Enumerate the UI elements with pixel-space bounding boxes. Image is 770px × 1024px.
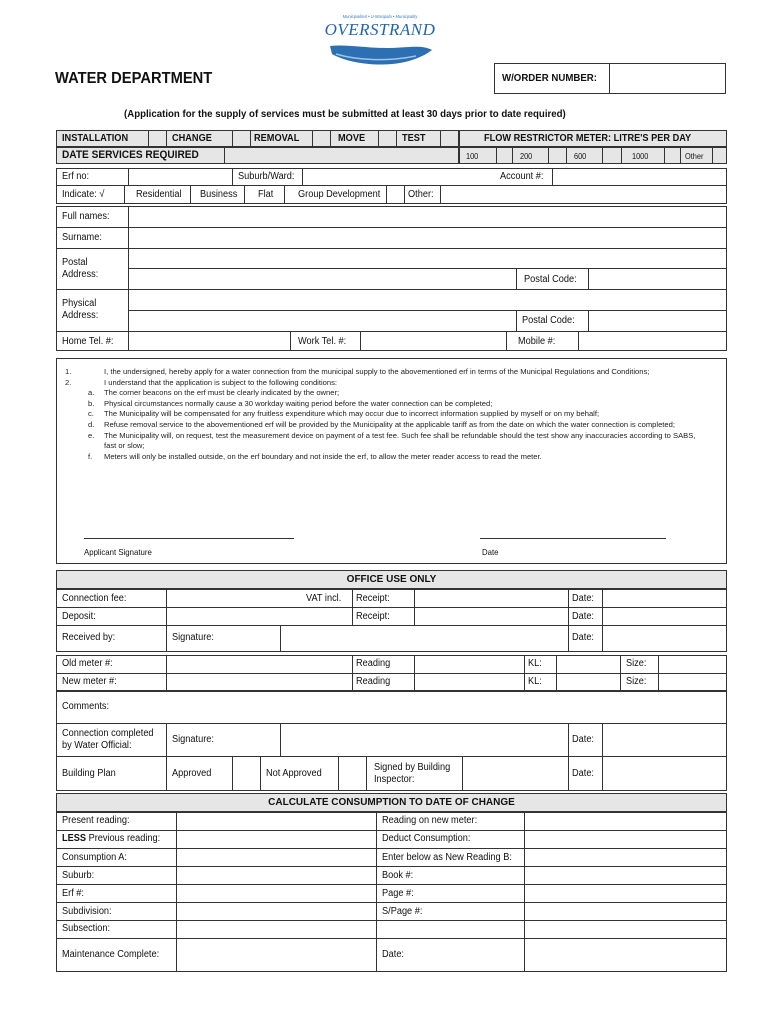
logo-tagline: Municipaliteit • U-Masipala • Municipality xyxy=(342,14,418,19)
deduct-consumption-input[interactable] xyxy=(526,831,725,847)
reading-new-meter-input[interactable] xyxy=(526,813,725,829)
postal-address-line1[interactable] xyxy=(130,250,725,267)
full-names-input[interactable] xyxy=(130,208,725,226)
declaration-item: e. The Municipality will, on request, test the measurement device on payment of a test fee. Such fee shall be refundable should the test show any inaccuracies according to SABS, fast or slow; xyxy=(88,430,696,451)
signature-input-1[interactable] xyxy=(282,626,566,651)
building-plan-label: Building Plan xyxy=(62,768,116,779)
kl-label-1: KL: xyxy=(528,658,542,669)
subsection-label: Subsection: xyxy=(62,923,111,934)
new-kl-input[interactable] xyxy=(558,674,618,690)
mobile-label: Mobile #: xyxy=(518,336,556,347)
connection-fee-label: Connection fee: xyxy=(62,593,127,604)
signed-by-inspector-label-1: Signed by Building xyxy=(374,762,451,773)
size-label-2: Size: xyxy=(626,676,647,687)
whale-icon xyxy=(326,40,436,68)
removal-label: REMOVAL xyxy=(254,133,300,144)
subsection-input[interactable] xyxy=(178,921,374,937)
application-note: (Application for the supply of services must be submitted at least 30 days prior to date required) xyxy=(124,108,566,120)
subsection-right-input[interactable] xyxy=(378,921,725,937)
old-meter-label: Old meter #: xyxy=(62,658,113,669)
declaration-item: 1. I, the undersigned, hereby apply for a water connection from the municipal supply to the abovementioned erf in terms of the Municipal Regulations and Conditions; xyxy=(65,367,650,376)
comments-input[interactable] xyxy=(160,693,725,722)
flow-other-checkbox[interactable] xyxy=(713,148,726,163)
postal-code-input-2[interactable] xyxy=(590,312,725,330)
consumption-a-label: Consumption A: xyxy=(62,852,127,863)
less-previous-reading-label: LESS Previous reading: xyxy=(62,833,161,844)
date-label-4: Date: xyxy=(572,734,594,745)
new-meter-label: New meter #: xyxy=(62,676,117,687)
flat-option[interactable]: Flat xyxy=(258,189,274,200)
date-required-label: DATE SERVICES REQUIRED xyxy=(62,149,199,161)
overstrand-logo xyxy=(318,14,442,70)
applicant-signature-line[interactable] xyxy=(84,538,294,539)
not-approved-label: Not Approved xyxy=(266,768,322,779)
declaration-item: d. Refuse removal service to the abovementioned erf will be provided by the Municipality at the applicable tariff as from the date on which the water connection is completed; xyxy=(88,419,675,429)
signature-input-2[interactable] xyxy=(282,724,566,755)
worder-number-input[interactable] xyxy=(612,66,722,91)
date-input-5[interactable] xyxy=(604,757,725,790)
date-label-1: Date: xyxy=(572,593,594,604)
erf-no-input[interactable] xyxy=(130,169,230,184)
flow-1000-checkbox[interactable] xyxy=(665,148,679,163)
postal-address-line2[interactable] xyxy=(130,270,514,288)
physical-address-line1[interactable] xyxy=(130,291,725,309)
receipt-label-2: Receipt: xyxy=(356,611,390,622)
postal-code-input-1[interactable] xyxy=(590,270,725,288)
indicate-label: Indicate: √ xyxy=(62,189,105,200)
mobile-input[interactable] xyxy=(580,333,725,350)
home-tel-input[interactable] xyxy=(130,333,288,350)
suburb-label: Suburb: xyxy=(62,870,95,881)
date-input-2[interactable] xyxy=(604,608,725,624)
group-development-option[interactable]: Group Development xyxy=(298,189,381,200)
applicant-signature-label: Applicant Signature xyxy=(84,547,152,557)
old-meter-input[interactable] xyxy=(168,656,350,672)
page-label: Page #: xyxy=(382,888,414,899)
date-required-input[interactable] xyxy=(226,148,458,163)
business-option[interactable]: Business xyxy=(200,189,238,200)
flow-option-200: 200 xyxy=(520,152,533,161)
erf-no-label: Erf no: xyxy=(62,171,90,182)
reading-label-1: Reading xyxy=(356,658,391,669)
received-by-label: Received by: xyxy=(62,632,116,643)
date-label-5: Date: xyxy=(572,768,594,779)
physical-label-1: Physical xyxy=(62,298,97,309)
date-signature-line[interactable] xyxy=(480,538,666,539)
worder-label: W/ORDER NUMBER: xyxy=(502,72,597,84)
date-label: Date xyxy=(482,547,499,557)
surname-input[interactable] xyxy=(130,229,725,247)
account-input[interactable] xyxy=(554,169,724,184)
flow-200-checkbox[interactable] xyxy=(549,148,565,163)
flow-option-100: 100 xyxy=(466,152,479,161)
deduct-consumption-label: Deduct Consumption: xyxy=(382,833,471,844)
test-label: TEST xyxy=(402,133,426,144)
receipt-label-1: Receipt: xyxy=(356,593,390,604)
declaration-item: b. Physical circumstances normally cause a 30 workday waiting period before the water connection can be completed; xyxy=(88,398,493,408)
residential-option[interactable]: Residential xyxy=(136,189,182,200)
enter-below-label: Enter below as New Reading B: xyxy=(382,852,512,863)
suburb-ward-input[interactable] xyxy=(304,169,484,184)
signature-label-1: Signature: xyxy=(172,632,214,643)
reading-label-2: Reading xyxy=(356,676,391,687)
present-reading-input[interactable] xyxy=(178,813,374,829)
postal-code-label-1: Postal Code: xyxy=(524,274,577,285)
logo-wordmark: OVERSTRAND xyxy=(324,20,436,39)
date-input-3[interactable] xyxy=(604,626,725,651)
date-label-3: Date: xyxy=(572,632,594,643)
date-label-2: Date: xyxy=(572,611,594,622)
approved-checkbox[interactable] xyxy=(233,757,259,790)
maintenance-complete-label: Maintenance Complete: xyxy=(62,949,160,960)
connection-completed-label-1: Connection completed xyxy=(62,728,154,739)
old-reading-input[interactable] xyxy=(416,656,522,672)
new-meter-input[interactable] xyxy=(168,674,350,690)
removal-checkbox[interactable] xyxy=(313,131,329,146)
maintenance-date-input[interactable] xyxy=(526,939,725,971)
signature-label-2: Signature: xyxy=(172,734,214,745)
date-input-4[interactable] xyxy=(604,724,725,755)
signed-by-inspector-label-2: Inspector: xyxy=(374,774,415,785)
other-input[interactable] xyxy=(442,186,724,203)
not-approved-checkbox[interactable] xyxy=(339,757,365,790)
page-title: WATER DEPARTMENT xyxy=(55,70,213,87)
other-option-label: Other: xyxy=(408,189,434,200)
erf-input[interactable] xyxy=(178,885,374,901)
full-names-label: Full names: xyxy=(62,211,110,222)
work-tel-label: Work Tel. #: xyxy=(298,336,347,347)
flow-option-other: Other xyxy=(685,152,704,161)
suburb-ward-label: Suburb/Ward: xyxy=(238,171,295,182)
flow-600-checkbox[interactable] xyxy=(603,148,620,163)
comments-label: Comments: xyxy=(62,701,110,712)
old-kl-input[interactable] xyxy=(558,656,618,672)
book-input[interactable] xyxy=(526,867,725,883)
declaration-item: 2. I understand that the application is subject to the following conditions: xyxy=(65,377,338,387)
connection-completed-label-2: by Water Official: xyxy=(62,740,132,751)
kl-label-2: KL: xyxy=(528,676,542,687)
postal-code-label-2: Postal Code: xyxy=(522,315,575,326)
new-reading-b-input[interactable] xyxy=(526,849,725,865)
change-label: CHANGE xyxy=(172,133,212,144)
surname-label: Surname: xyxy=(62,232,102,243)
move-label: MOVE xyxy=(338,133,366,144)
receipt-input-2[interactable] xyxy=(416,608,566,624)
installation-checkbox[interactable] xyxy=(149,131,165,146)
spage-input[interactable] xyxy=(526,903,725,919)
home-tel-label: Home Tel. #: xyxy=(62,336,114,347)
receipt-input-1[interactable] xyxy=(416,590,566,606)
subdivision-label: Subdivision: xyxy=(62,906,112,917)
test-checkbox[interactable] xyxy=(441,131,458,146)
new-reading-input[interactable] xyxy=(416,674,522,690)
size-label-1: Size: xyxy=(626,658,647,669)
present-reading-label: Present reading: xyxy=(62,815,130,826)
subdivision-input[interactable] xyxy=(178,903,374,919)
declaration-item: f. Meters will only be installed outside, on the erf boundary and not inside the erf, to allow the meter reader access to read the meter. xyxy=(88,451,542,461)
deposit-label: Deposit: xyxy=(62,611,96,622)
connection-fee-input[interactable] xyxy=(168,590,298,606)
previous-reading-input[interactable] xyxy=(178,831,374,847)
declaration-item: a. The corner beacons on the erf must be clearly indicated by the owner; xyxy=(88,388,340,398)
work-tel-input[interactable] xyxy=(362,333,504,350)
flow-restrictor-title: FLOW RESTRICTOR METER: LITRE'S PER DAY xyxy=(484,133,692,144)
book-label: Book #: xyxy=(382,870,414,881)
declaration-list xyxy=(58,367,708,462)
deposit-input[interactable] xyxy=(168,608,350,624)
spage-label: S/Page #: xyxy=(382,906,423,917)
flow-option-600: 600 xyxy=(574,152,587,161)
page-input[interactable] xyxy=(526,885,725,901)
account-label: Account #: xyxy=(500,171,544,182)
consumption-a-input[interactable] xyxy=(178,849,374,865)
inspector-signature-input[interactable] xyxy=(464,757,566,790)
date-input-1[interactable] xyxy=(604,590,725,606)
physical-address-line2[interactable] xyxy=(130,312,514,330)
physical-label-2: Address: xyxy=(62,310,99,321)
reading-new-meter-label: Reading on new meter: xyxy=(382,815,478,826)
declaration-item: c. The Municipality will be compensated for any fruitless expenditure which may occur due to incorrect information supplied by myself or on my behalf; xyxy=(88,409,600,419)
suburb-input[interactable] xyxy=(178,867,374,883)
installation-label: INSTALLATION xyxy=(62,133,129,144)
maintenance-date-label: Date: xyxy=(382,949,404,960)
change-checkbox[interactable] xyxy=(233,131,249,146)
old-size-input[interactable] xyxy=(660,656,725,672)
consumption-title: CALCULATE CONSUMPTION TO DATE OF CHANGE xyxy=(268,797,515,808)
move-checkbox[interactable] xyxy=(379,131,395,146)
postal-label-2: Address: xyxy=(62,269,99,280)
postal-label-1: Postal xyxy=(62,257,88,268)
vat-incl-label: VAT incl. xyxy=(306,593,342,604)
new-size-input[interactable] xyxy=(660,674,725,690)
office-use-title: OFFICE USE ONLY xyxy=(346,574,437,585)
erf-label: Erf #: xyxy=(62,888,84,899)
flow-option-1000: 1000 xyxy=(632,152,649,161)
flow-100-checkbox[interactable] xyxy=(497,148,511,163)
maintenance-complete-input[interactable] xyxy=(178,939,374,971)
approved-label: Approved xyxy=(172,768,212,779)
